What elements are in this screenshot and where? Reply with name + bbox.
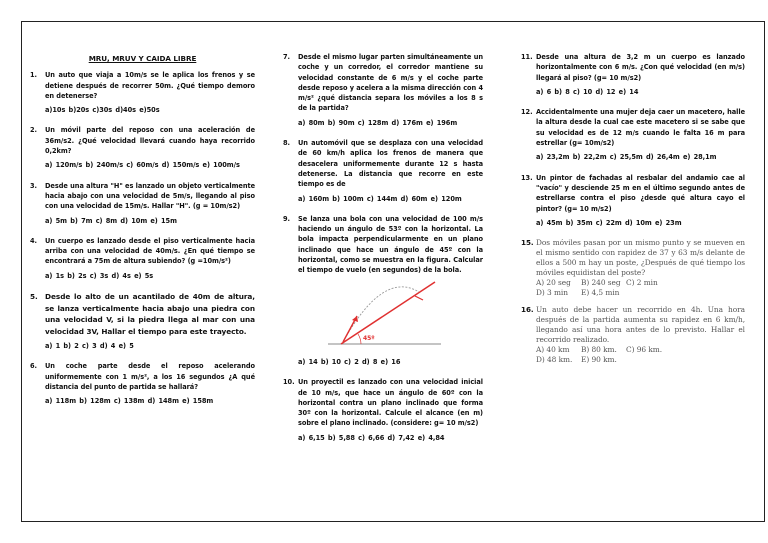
question-number: 15. [521,238,534,248]
question-text: Un cuerpo es lanzado desde el piso verticalmente hacia arriba con una velocidad de 40m/s. ¿En qué tiempo se encontrará a 75m de altura subiendo? (g =10m/s²) [45,236,255,266]
option-e: E) 90 km. [581,354,617,364]
question-6 [30,361,255,392]
impact-vector [415,296,423,300]
answer-options: a) 23,2m b) 22,2m c) 25,5m d) 26,4m e) 28,1m [536,153,717,162]
option-c: C) 96 km. [626,345,663,355]
question-number: 9. [283,214,290,223]
trajectory-path [343,286,419,341]
question-text: Un auto debe hacer un recorrido en 4h. Una hora después de la partida aumenta su rapidez en 6 km/h, llegando así una hora antes de lo previsto. Hallar el recorrido realizado. [536,305,745,345]
answer-options: a) 80m b) 90m c) 128m d) 176m e) 196m [298,118,458,127]
question-text: Accidentalmente una mujer deja caer un macetero, halle la altura desde la cual cae este macetero si se sabe que su velocidad es de 12 m/s cuando le falta 16 m para estrellar (g= 10m/s2) [536,108,745,148]
answer-options: a) 45m b) 35m c) 22m d) 10m e) 23m [536,218,682,227]
answer-options: a) 160m b) 100m c) 144m d) 60m e) 120m [298,194,462,203]
question-text: Desde el mismo lugar parten simultáneamente un coche y un corredor, el corredor mantiene su velocidad constante de 6 m/s y el coche parte desde reposo y acelera a la misma dirección con 4 m/s² ¿qué distancia separa los móviles a los 8 s de la partida? [298,53,483,113]
answer-options: a) 118m b) 128m c) 138m d) 148m e) 158m [45,397,214,406]
option-d: D) 3 min [536,287,568,297]
option-c: C) 2 min [626,278,658,288]
question-text: Se lanza una bola con una velocidad de 100 m/s haciendo un ángulo de 53º con la horizontal. La bola impacta perpendicularmente en un plano inclinado que hace un ángulo de 45º con la horizontal, como se muestra en la figura. Calcular el tiempo de vuelo (en segundos) de la bola. [298,214,483,275]
question-text: Un pintor de fachadas al resbalar del andamio cae al "vacío" y desciende 25 m en el último segundo antes de estrellarse contra el piso ¿desde qué altura cayo el pintor? (g= 10 m/s2) [536,173,745,213]
answer-options-grid [536,345,745,364]
question-text: Un automóvil que se desplaza con una velocidad de 60 km/h aplica los frenos de manera que desacelera uniformemente durante 12 s hasta detenerse. La distancia que recorre en este tiempo es de [298,139,483,189]
question-number: 1. [30,71,37,80]
question-3 [30,181,255,212]
question-16 [521,305,745,345]
question-1 [30,70,255,101]
answer-options: a) 6,15 b) 5,88 c) 6,66 d) 7,42 e) 4,84 [298,433,445,442]
question-number: 10. [283,378,295,387]
column-1 [30,30,255,417]
question-7 [283,52,483,114]
question-10 [283,377,483,428]
question-2 [30,125,255,156]
angle-label: 45º [363,334,375,342]
question-9 [283,214,483,276]
option-a: A) 20 seg [536,278,571,288]
column-3 [521,52,745,372]
question-number: 11. [521,53,533,61]
column-2 [283,52,483,453]
question-text: Un coche parte desde el reposo acelerando uniformemente con 1 m/s², a los 16 segundos ¿A qué distancia del punto de partida se hallará? [45,362,255,391]
answer-options-grid [536,278,745,297]
inclined-plane-figure [323,278,483,353]
option-e: E) 4,5 min [581,287,620,297]
answer-options: a) 14 b) 10 c) 2 d) 8 e) 16 [298,357,401,366]
question-text: Desde lo alto de un acantilado de 40m de altura, se lanza verticalmente hacia abajo una piedra con una velocidad V, si la piedra llega al mar con una velocidad 3V, Hallar el tiempo para este trayecto. [45,292,255,336]
question-4 [30,236,255,267]
question-text: Dos móviles pasan por un mismo punto y se mueven en el mismo sentido con rapidez de 37 y 63 m/s delante de ellos a 500 m hay un poste, ¿Después de qué tiempo los móviles equidistan del poste? [536,238,745,278]
question-number: 8. [283,139,290,148]
question-number: 5. [30,292,38,302]
question-text: Un móvil parte del reposo con una aceleración de 36m/s2. ¿Qué velocidad llevará cuando haya recorrido 0,2km? [45,126,255,156]
question-5 [30,291,255,337]
question-number: 16. [521,305,534,315]
option-blank [626,355,676,365]
inclined-plane [341,282,435,344]
question-8 [283,138,483,189]
option-a: A) 40 km [536,345,570,355]
question-number: 6. [30,362,37,371]
option-blank [626,288,676,298]
angle-arc [358,334,361,344]
answer-options: a) 5m b) 7m c) 8m d) 10m e) 15m [45,216,177,225]
question-text: Un proyectil es lanzado con una velocidad inicial de 10 m/s, que hace un ángulo de 60º con la horizontal contra un plano inclinado que forma 30º con la horizontal. Calcule el alcance (en m) sobre el plano inclinado. (considere: g= 10 m/s2) [298,378,483,428]
answer-options: a) 6 b) 8 c) 10 d) 12 e) 14 [536,87,639,96]
question-text: Desde una altura de 3,2 m un cuerpo es lanzado horizontalmente con 6 m/s. ¿Con qué velocidad (en m/s) llegará al piso? (g= 10 m/s2) [536,53,745,82]
question-number: 13. [521,173,533,182]
worksheet-title: MRU, MRUV Y CAIDA LIBRE [88,54,197,63]
answer-options: a) 1 b) 2 c) 3 d) 4 e) 5 [45,342,134,351]
question-number: 3. [30,181,37,190]
question-11 [521,52,745,83]
answer-options: a)10s b)20s c)30s d)40s e)50s [45,106,160,115]
projectile-diagram [323,278,443,350]
question-text: Un auto que viaja a 10m/s se le aplica los frenos y se detiene después de recorrer 50m. ¿Qué tiempo demoro en detenerse? [45,71,255,100]
question-13 [521,173,745,214]
question-number: 2. [30,126,37,135]
question-12 [521,107,745,148]
answer-options: a) 1s b) 2s c) 3s d) 4s e) 5s [45,271,154,280]
answer-options: a) 120m/s b) 240m/s c) 60m/s d) 150m/s e) 100m/s [45,161,240,170]
question-15 [521,238,745,278]
option-d: D) 48 km. [536,354,573,364]
question-number: 4. [30,236,37,245]
question-number: 12. [521,108,533,117]
question-number: 7. [283,53,290,61]
option-b: B) 80 km. [581,345,617,355]
option-b: B) 240 seg [581,278,621,288]
question-text: Desde una altura "H" es lanzado un objeto verticalmente hacia abajo con una velocidad de 5m/s, llegando al piso con una velocidad de 15m/s. Hallar "H". (g = 10m/s2) [45,181,255,211]
